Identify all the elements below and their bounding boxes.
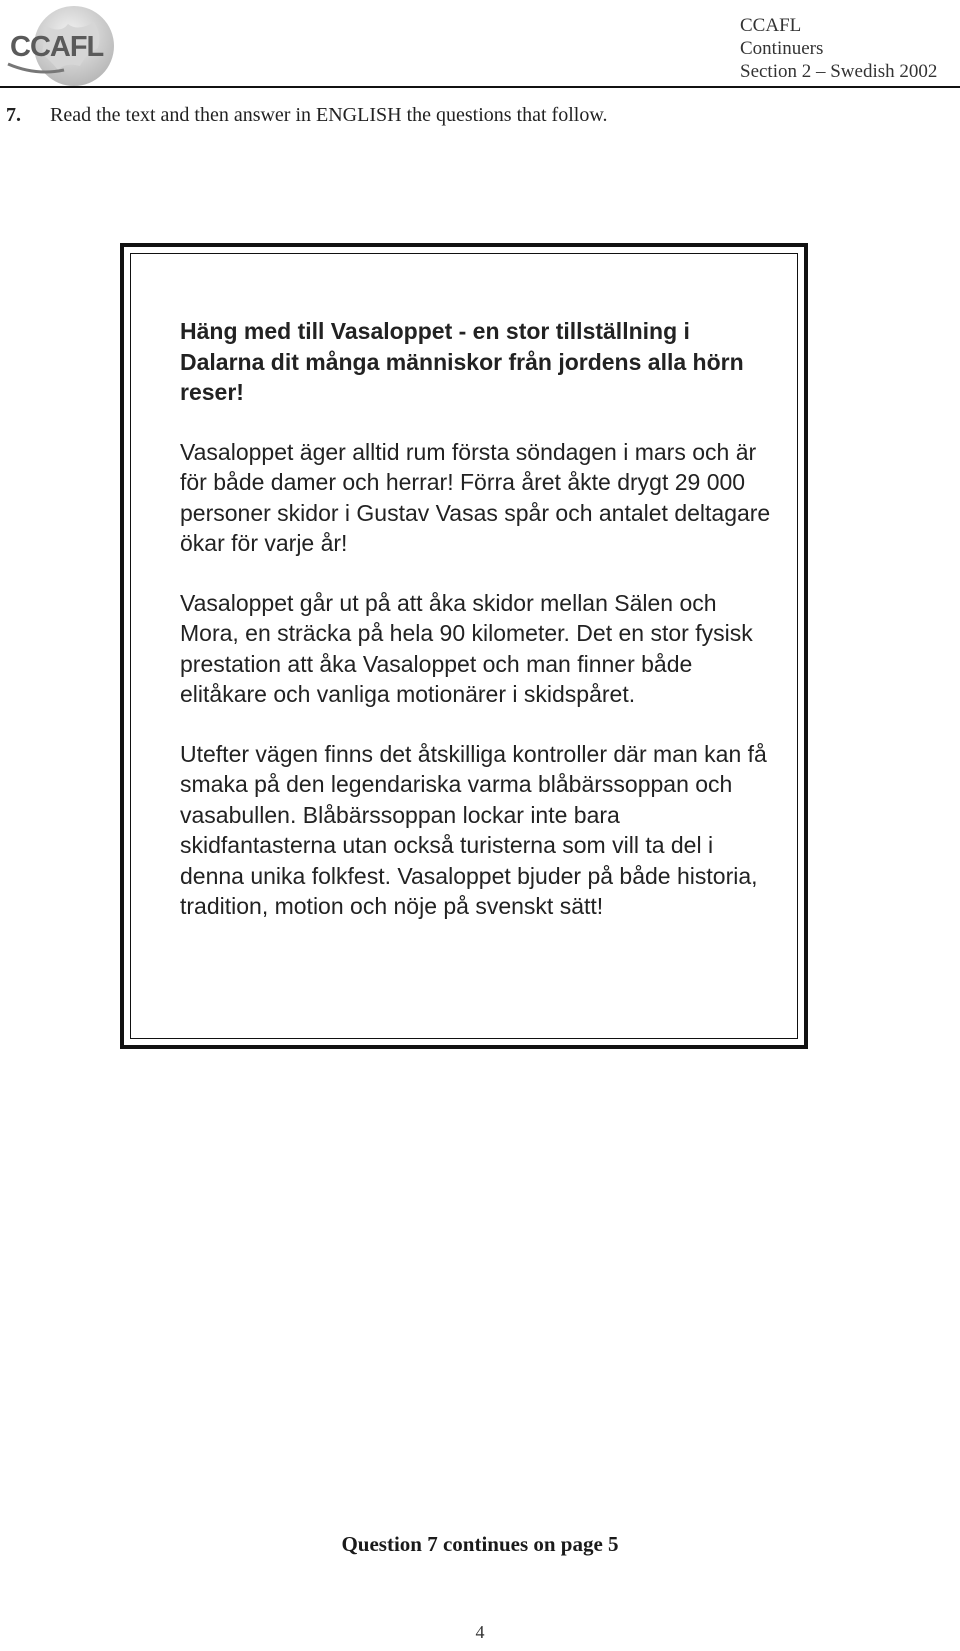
article-paragraph: Utefter vägen finns det åtskilliga kontroller där man kan få smaka på den legendariska varma blåbärssoppan och vasabullen. Blåbärssoppan lockar inte bara skidfantasterna utan också turisterna som vill ta del i denna unika folkfest. Vasaloppet bjuder på både historia, tradition, motion och nöje på svenskt sätt! [180, 740, 767, 919]
question-instruction-line [6, 104, 607, 127]
svg-text:CCAFL: CCAFL [10, 31, 104, 63]
header-divider [0, 86, 960, 88]
level-name: Continuers [740, 38, 824, 59]
article-headline: Häng med till Vasaloppet - en stor tillställning i Dalarna dit många människor från jordens alla hörn reser! [180, 318, 744, 405]
ccafl-logo [6, 4, 114, 90]
header-info [740, 14, 937, 83]
question-instruction: Read the text and then answer in ENGLISH the questions that follow. [50, 104, 608, 126]
question-number: 7. [6, 104, 21, 126]
continuation-note: Question 7 continues on page 5 [341, 1532, 619, 1556]
org-name: CCAFL [740, 15, 802, 36]
article-paragraph: Vasaloppet går ut på att åka skidor mellan Sälen och Mora, en sträcka på hela 90 kilometer. Det en stor fysisk prestation att åka Vasaloppet och man finner både elitåkare och vanliga motionärer i skidspåret. [180, 589, 753, 707]
section-name: Section 2 – Swedish 2002 [740, 61, 938, 82]
page-number: 4 [475, 1622, 485, 1642]
article-text [180, 316, 780, 951]
article-paragraph: Vasaloppet äger alltid rum första söndagen i mars och är för både damer och herrar! Förra året åkte drygt 29 000 personer skidor i Gustav Vasas spår och antalet deltagare ökar för varje år! [180, 438, 771, 556]
